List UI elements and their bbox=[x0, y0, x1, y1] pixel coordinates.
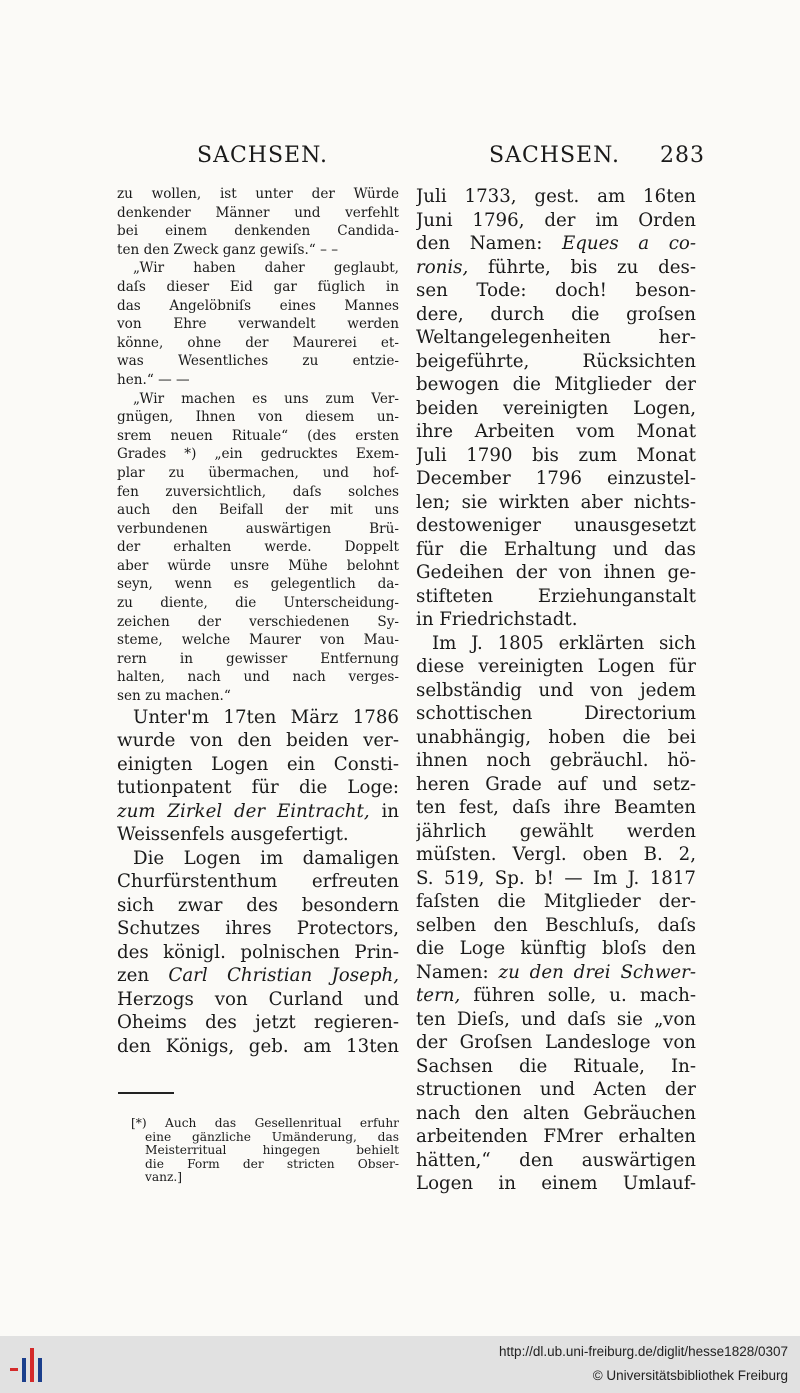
text-line: hen.“ — — bbox=[117, 371, 190, 388]
italic-text: Carl Christian Joseph, bbox=[168, 965, 399, 987]
text-line: Herzogs von Curland und bbox=[117, 988, 399, 1010]
text-line: hätten,“ den auswärtigen bbox=[416, 1149, 696, 1171]
text-line: Weltangelegenheiten her- bbox=[416, 327, 696, 348]
text-line: der erhalten werde. Doppelt bbox=[117, 539, 399, 556]
text-line: sen zu machen.“ bbox=[117, 688, 231, 705]
text-line: ten fest, daſs ihre Beamten bbox=[416, 797, 696, 818]
source-url-link[interactable]: http://dl.ub.uni-freiburg.de/diglit/hesse1828/0307 bbox=[499, 1344, 788, 1359]
left-column bbox=[117, 185, 399, 1058]
text-line: das Angelöbniſs eines Mannes bbox=[117, 297, 399, 314]
running-head-left: SACHSEN. bbox=[197, 143, 328, 168]
text-line: ten den Zweck ganz gewiſs.“ – – bbox=[117, 241, 338, 258]
text-line: jährlich gewählt werden bbox=[416, 820, 696, 842]
text-line: Sachsen die Rituale, In- bbox=[416, 1055, 696, 1077]
text-line: halten, nach und nach verges- bbox=[117, 669, 399, 686]
text-line: die Loge künftig bloſs den bbox=[416, 938, 696, 959]
text-line: zen Carl Christian Joseph, bbox=[117, 965, 399, 987]
text-line: müſsten. Vergl. oben B. 2, bbox=[416, 844, 696, 865]
text-line: sen Tode: doch! beson- bbox=[416, 280, 696, 301]
text-line: vanz.] bbox=[145, 1171, 183, 1185]
text-line: faſsten die Mitglieder der- bbox=[416, 891, 696, 912]
text-line: diese vereinigten Logen für bbox=[416, 656, 696, 677]
text-line: verbundenen auswärtigen Brü- bbox=[117, 520, 399, 537]
text-line: bei einem denkenden Candida- bbox=[117, 223, 399, 240]
page-number: 283 bbox=[660, 143, 705, 168]
text-line: bewogen die Mitglieder der bbox=[416, 374, 696, 395]
text-line: arbeitenden FMrer erhalten bbox=[416, 1126, 696, 1147]
text-line: tutionpatent für die Loge: bbox=[117, 777, 399, 799]
text-line: Juni 1796, der im Orden bbox=[416, 209, 696, 231]
text-line: könne, ohne der Maurerei et- bbox=[117, 334, 399, 351]
text-line: beiden vereinigten Logen, bbox=[416, 397, 696, 419]
text-line: destoweniger unausgesetzt bbox=[416, 515, 696, 536]
text-line: in Friedrichstadt. bbox=[416, 609, 578, 630]
text-line: den Königs, geb. am 13ten bbox=[117, 1035, 399, 1057]
italic-text: Eques a co- bbox=[561, 233, 696, 254]
italic-text: zum Zirkel der Eintracht, bbox=[117, 800, 370, 822]
text-line: [*) Auch das Gesellenritual erfuhr bbox=[131, 1117, 399, 1130]
text-line: zu diente, die Unterscheidung- bbox=[117, 595, 399, 612]
text-line: Weissenfels ausgefertigt. bbox=[117, 824, 349, 846]
text-line: zum Zirkel der Eintracht, in bbox=[117, 800, 399, 822]
text-line: wurde von den beiden ver- bbox=[117, 730, 399, 752]
text-line: schottischen Directorium bbox=[416, 703, 696, 724]
text-line: ronis, führte, bis zu des- bbox=[416, 256, 696, 278]
text-line: unabhängig, hoben die bei bbox=[416, 726, 696, 748]
body-text-block bbox=[117, 706, 399, 1059]
italic-text: zu den drei Schwer- bbox=[498, 961, 696, 983]
running-head-right: SACHSEN. bbox=[489, 143, 620, 168]
text-line: sich zwar des besondern bbox=[117, 894, 399, 916]
text-line: Namen: zu den drei Schwer- bbox=[416, 961, 696, 983]
text-line: von Ehre verwandelt werden bbox=[117, 316, 399, 333]
text-line: structionen und Acten der bbox=[416, 1079, 696, 1100]
copyright-notice: © Universitätsbibliothek Freiburg bbox=[592, 1368, 788, 1383]
text-line: plar zu übermachen, und hof- bbox=[117, 464, 399, 481]
text-line: December 1796 einzustel- bbox=[416, 468, 696, 489]
text-line: Die Logen im damaligen bbox=[133, 847, 399, 869]
text-line: was Wesentliches zu entzie- bbox=[117, 353, 399, 370]
text-line: dere, durch die groſsen bbox=[416, 303, 696, 325]
text-line: einigten Logen ein Consti- bbox=[117, 753, 399, 775]
text-line: der Groſsen Landesloge von bbox=[416, 1032, 696, 1053]
italic-text: ronis, bbox=[416, 256, 469, 278]
text-line: Churfürstenthum erfreuten bbox=[117, 871, 399, 893]
text-line: Im J. 1805 erklärten sich bbox=[432, 632, 696, 654]
text-line: Logen in einem Umlauf- bbox=[416, 1173, 696, 1194]
text-line: selben den Beschluſs, daſs bbox=[416, 914, 696, 936]
text-line: Meisterritual hingegen behielt bbox=[145, 1144, 399, 1158]
text-line: des königl. polnischen Prin- bbox=[117, 941, 399, 963]
text-line: beigeführte, Rücksichten bbox=[416, 350, 696, 372]
text-line: Gedeihen der von ihnen ge- bbox=[416, 562, 696, 583]
text-line: Unter'm 17ten März 1786 bbox=[133, 706, 399, 728]
italic-text: tern, bbox=[416, 985, 461, 1006]
text-line: rern in gewisser Entfernung bbox=[117, 650, 399, 667]
text-line: zeichen der verschiedenen Sy- bbox=[117, 613, 399, 630]
text-line: daſs dieser Eid gar füglich in bbox=[117, 278, 399, 295]
text-line: eine gänzliche Umänderung, das bbox=[145, 1130, 399, 1144]
text-line: den Namen: Eques a co- bbox=[416, 233, 696, 254]
footnote-rule bbox=[118, 1092, 174, 1094]
text-line: srem neuen Rituale“ (des ersten bbox=[117, 427, 399, 444]
viewer-footer-bar bbox=[0, 1336, 800, 1393]
text-line: seyn, wenn es gelegentlich da- bbox=[117, 576, 399, 593]
text-line: fen zuversichtlich, daſs solches bbox=[117, 483, 399, 500]
text-line: ihre Arbeiten vom Monat bbox=[416, 421, 696, 442]
text-line: Juli 1733, gest. am 16ten bbox=[416, 186, 696, 207]
right-column bbox=[416, 185, 696, 1196]
text-line: auch den Beifall der mit uns bbox=[117, 502, 399, 519]
text-line: Juli 1790 bis zum Monat bbox=[416, 444, 696, 466]
text-line: zu wollen, ist unter der Würde bbox=[117, 186, 399, 202]
text-line: Schutzes ihres Protectors, bbox=[117, 918, 399, 940]
text-line: für die Erhaltung und das bbox=[416, 538, 696, 560]
text-line: ten Dieſs, und daſs sie „von bbox=[416, 1008, 696, 1030]
text-line: stifteten Erziehunganstalt bbox=[416, 585, 696, 607]
text-line: die Form der stricten Obser- bbox=[145, 1157, 399, 1171]
text-line: len; sie wirkten aber nichts- bbox=[416, 491, 696, 513]
text-line: steme, welche Maurer von Mau- bbox=[117, 632, 399, 649]
quoted-text-block bbox=[117, 185, 399, 706]
text-line: selbständig und von jedem bbox=[416, 679, 696, 701]
text-line: tern, führen solle, u. mach- bbox=[416, 985, 696, 1006]
text-line: gnügen, Ihnen von diesem un- bbox=[117, 409, 399, 426]
text-line: „Wir machen es uns zum Ver- bbox=[133, 390, 399, 407]
text-line: denkender Männer und verfehlt bbox=[117, 204, 399, 221]
text-line: Oheims des jetzt regieren- bbox=[117, 1012, 399, 1034]
text-line: ihnen noch gebräuchl. hö- bbox=[416, 750, 696, 771]
text-line: S. 519, Sp. b! — Im J. 1817 bbox=[416, 867, 696, 889]
text-line: „Wir haben daher geglaubt, bbox=[133, 260, 399, 277]
ub-freiburg-logo-icon bbox=[10, 1346, 50, 1386]
text-line: nach den alten Gebräuchen bbox=[416, 1102, 696, 1124]
text-line: Grades *) „ein gedrucktes Exem- bbox=[117, 446, 399, 463]
footnote bbox=[131, 1117, 399, 1185]
text-line: heren Grade auf und setz- bbox=[416, 773, 696, 795]
text-line: aber würde unsre Mühe belohnt bbox=[117, 557, 399, 574]
